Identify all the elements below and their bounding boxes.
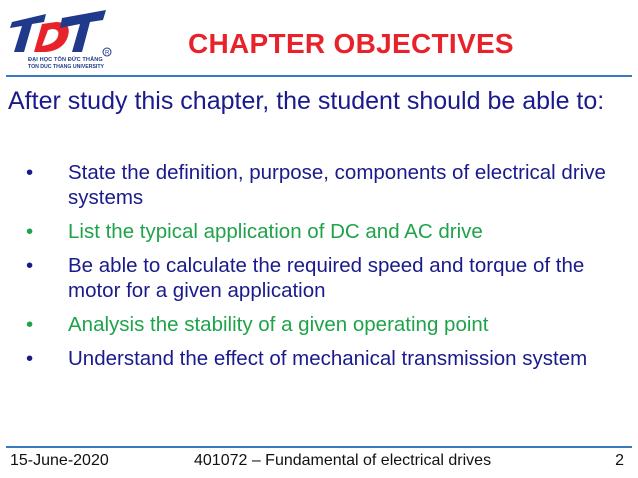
objective-item <box>26 253 621 303</box>
bullet-icon: • <box>26 313 34 336</box>
objective-item <box>26 219 621 244</box>
objective-item <box>26 312 621 337</box>
svg-text:R: R <box>105 50 110 57</box>
objective-text: Understand the effect of mechanical transmission system <box>68 347 588 370</box>
tdt-logo-mark <box>6 8 114 58</box>
bullet-icon: • <box>26 220 34 243</box>
bullet-icon: • <box>26 161 34 184</box>
slide-title: CHAPTER OBJECTIVES <box>188 28 514 59</box>
bullet-icon: • <box>26 254 34 277</box>
bullet-icon: • <box>26 347 34 370</box>
logo-text-vietnamese: ĐẠI HỌC TÔN ĐỨC THẮNG <box>28 57 103 63</box>
objective-text: State the definition, purpose, components of electrical drive systems <box>68 161 606 209</box>
intro-text: After study this chapter, the student should be able to: <box>8 87 605 115</box>
footer-course: 401072 – Fundamental of electrical drives <box>194 452 492 469</box>
objective-item <box>26 346 621 371</box>
objective-text: Be able to calculate the required speed and torque of the motor for a given application <box>68 254 585 302</box>
title-divider <box>6 75 632 77</box>
footer-date: 15-June-2020 <box>10 452 109 469</box>
page-number: 2 <box>615 452 624 469</box>
objectives-list <box>26 160 621 380</box>
objective-text: Analysis the stability of a given operating point <box>68 313 489 336</box>
objective-text: List the typical application of DC and AC drive <box>68 220 483 243</box>
objective-item <box>26 160 621 210</box>
logo-text-english: TON DUC THANG UNIVERSITY <box>28 64 104 70</box>
footer-divider <box>6 446 632 448</box>
university-logo <box>6 8 114 72</box>
